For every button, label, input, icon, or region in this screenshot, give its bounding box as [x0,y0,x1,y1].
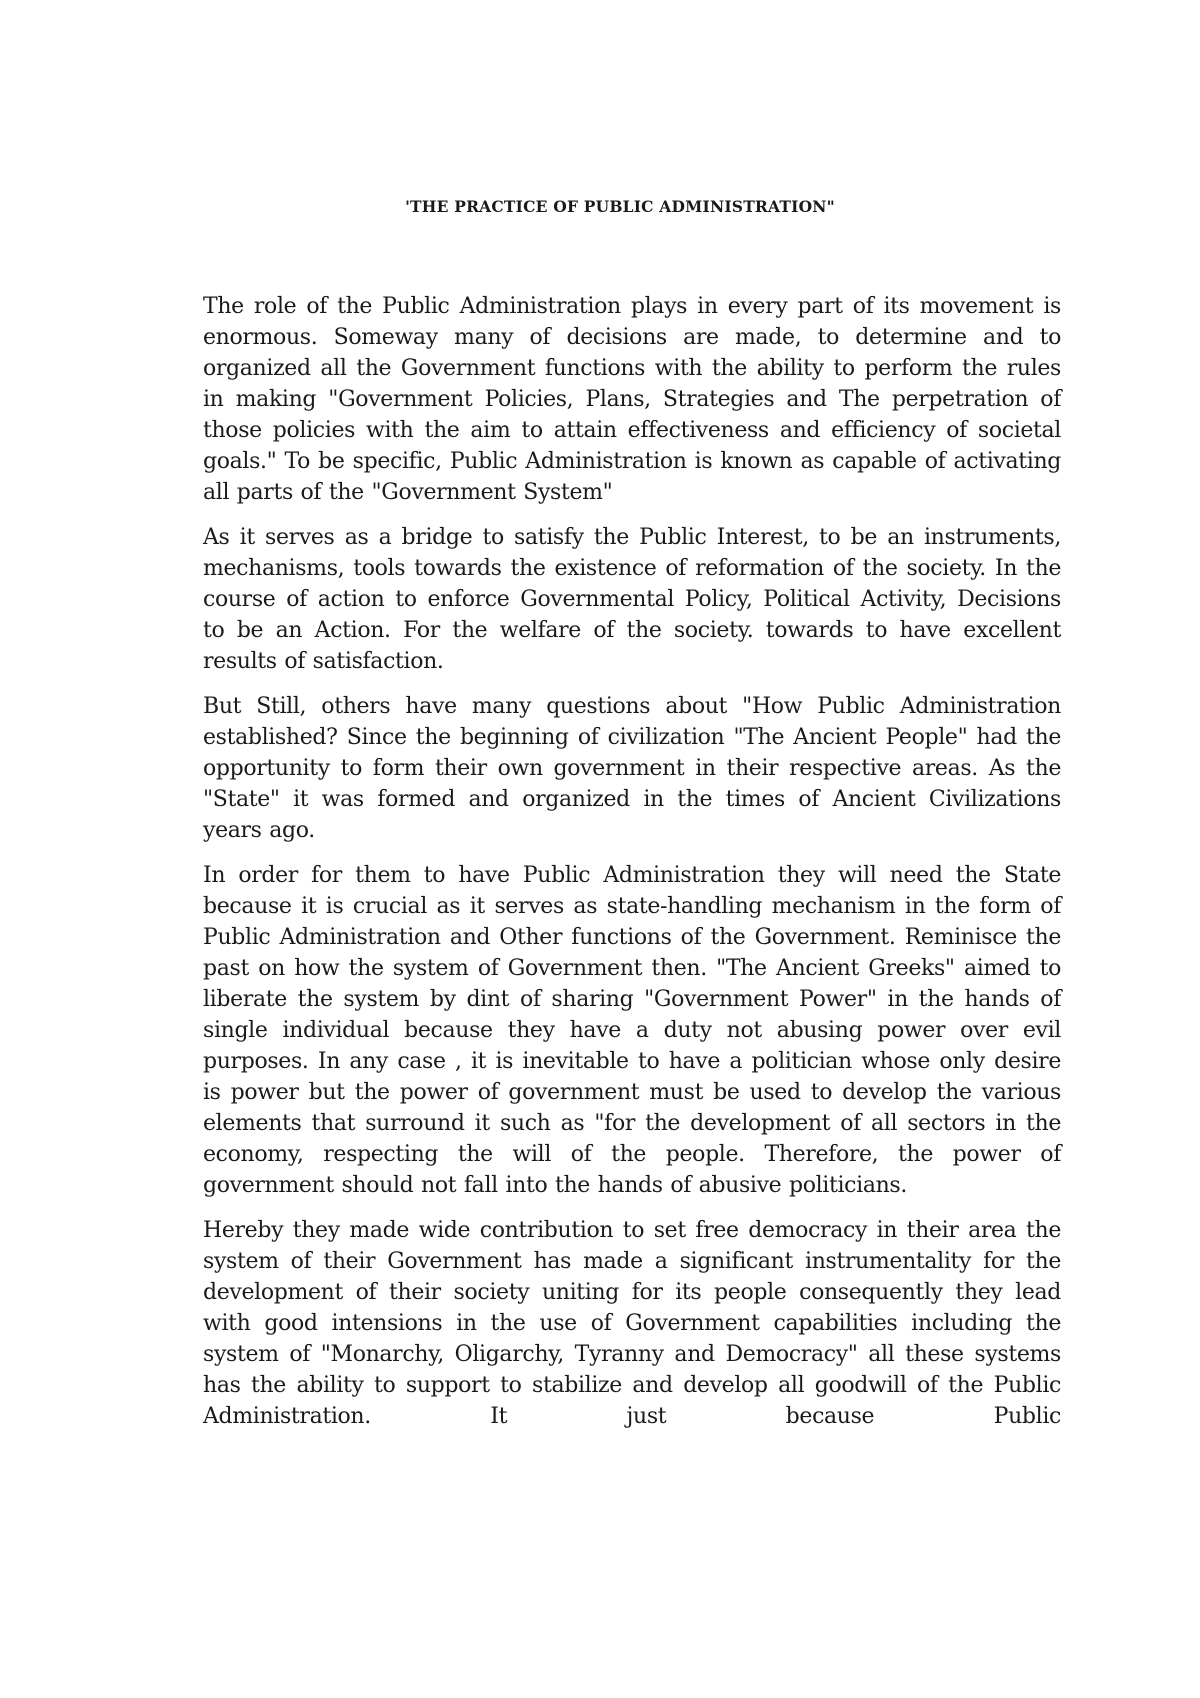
document-body [203,291,1061,1446]
document-title: 'THE PRACTICE OF PUBLIC ADMINISTRATION" [405,197,835,216]
paragraph-1: The role of the Public Administration plays in every part of its movement is enormous. Someway many of decisions are made, to determine and to organized all the Government functions with the ability to perform the rules in making "Government Policies, Plans, Strategies and The perpetration of those policies with the aim to attain effectiveness and efficiency of societal goals." To be specific, Public Administration is known as capable of activating all parts of the "Government System" [203,294,1061,505]
paragraph-3: But Still, others have many questions about "How Public Administration established? Since the beginning of civilization "The Ancient People" had the opportunity to form their own government in their respective areas. As the "State" it was formed and organized in the times of Ancient Civilizations years ago. [203,694,1061,843]
paragraph-5: Hereby they made wide contribution to set free democracy in their area the system of their Government has made a significant instrumentality for the development of their society uniting for its people consequently they lead with good intensions in the use of Government capabilities including the system of "Monarchy, Oligarchy, Tyranny and Democracy" all these systems has the ability to support to stabilize and develop all goodwill of the Public Administration. It just because Public [203,1218,1061,1429]
paragraph-2: As it serves as a bridge to satisfy the Public Interest, to be an instruments, mechanisms, tools towards the existence of reformation of the society. In the course of action to enforce Governmental Policy, Political Activity, Decisions to be an Action. For the welfare of the society. towards to have excellent results of satisfaction. [203,525,1061,674]
paragraph-4: In order for them to have Public Administration they will need the State because it is crucial as it serves as state-handling mechanism in the form of Public Administration and Other functions of the Government. Reminisce the past on how the system of Government then. "The Ancient Greeks" aimed to liberate the system by dint of sharing "Government Power" in the hands of single individual because they have a duty not abusing power over evil purposes. In any case , it is inevitable to have a politician whose only desire is power but the power of government must be used to develop the various elements that surround it such as "for the development of all sectors in the economy, respecting the will of the people. Therefore, the power of government should not fall into the hands of abusive politicians. [203,863,1061,1198]
